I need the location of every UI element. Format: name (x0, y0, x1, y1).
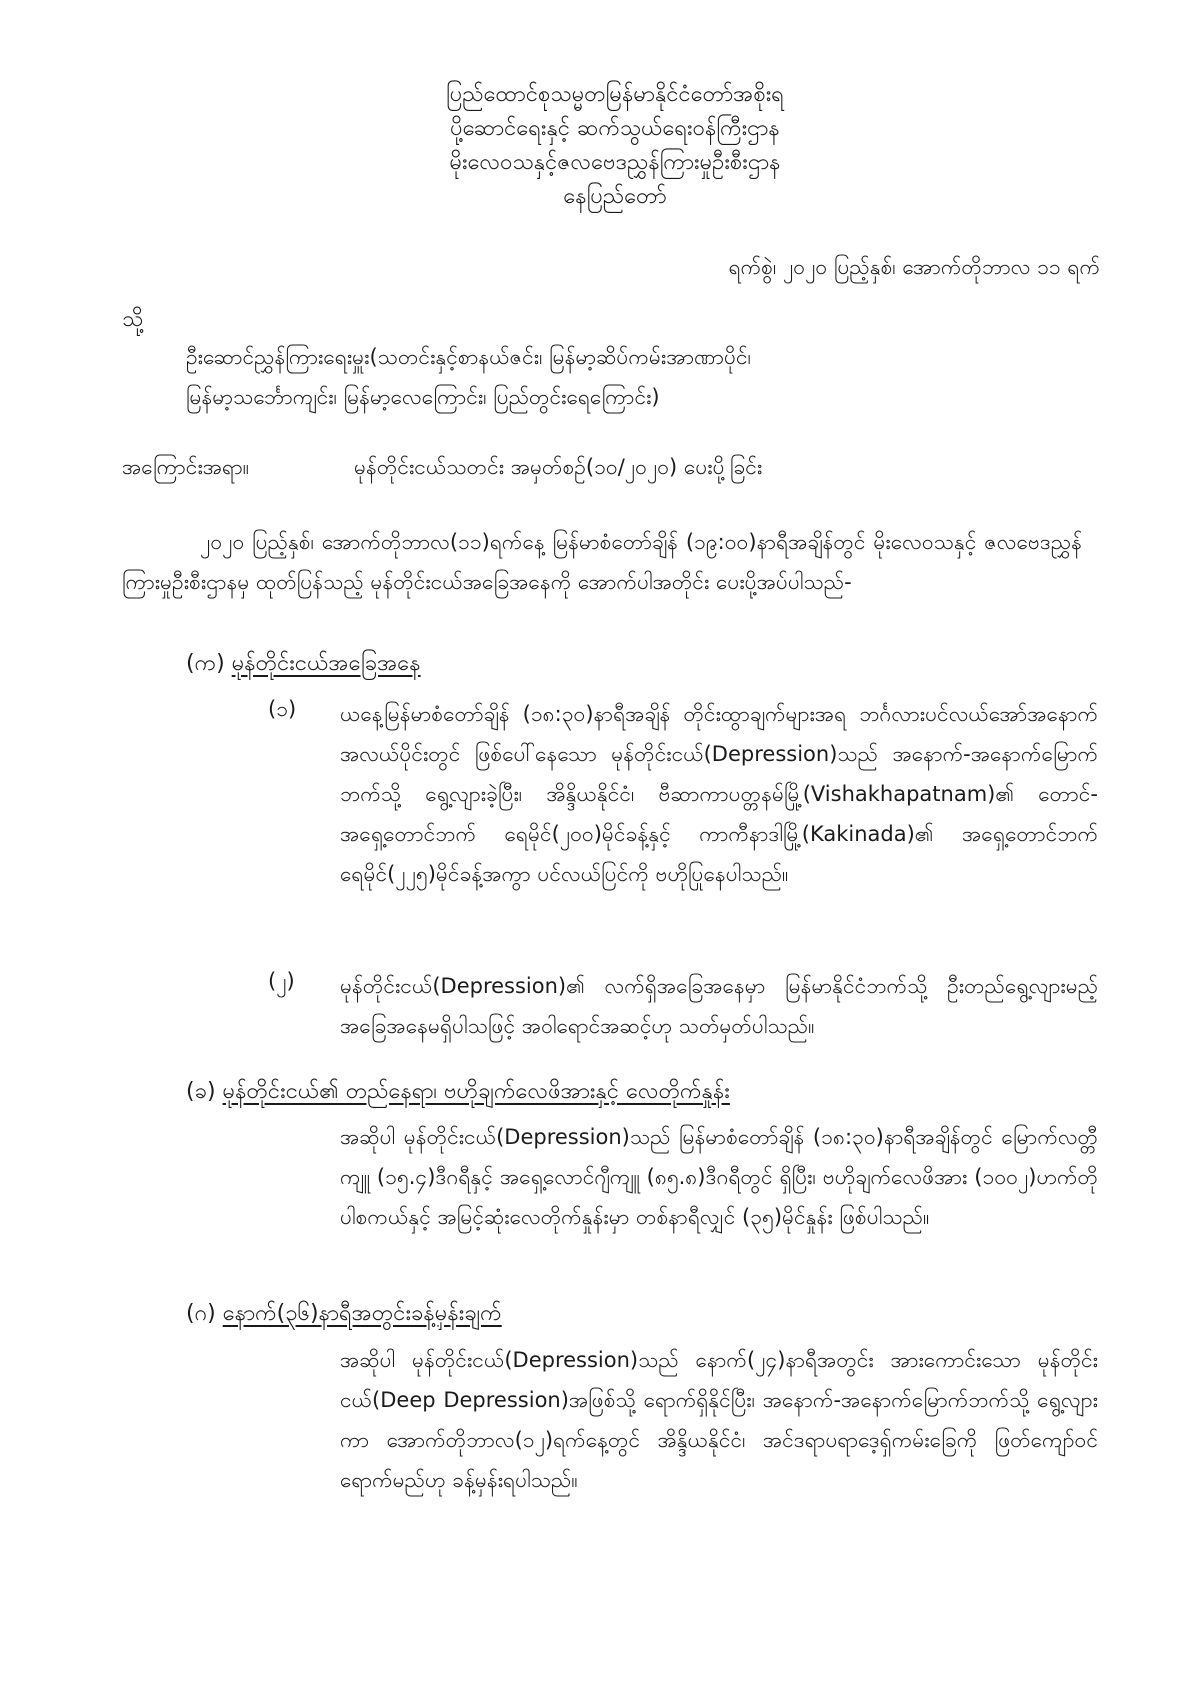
section-label: (ဂ) (186, 1301, 216, 1326)
item-number: (၂) (268, 969, 295, 993)
department-name: မိုးလေဝသနှင့်ဇလဗေဒညွှန်ကြားမှုဦးစီးဌာန (449, 150, 781, 175)
section-heading (186, 647, 421, 680)
list-item (268, 966, 1098, 1046)
section-label: (ခ) (186, 1079, 216, 1104)
to-label: သို့ (122, 307, 144, 332)
subject-label: အကြောင်းအရာ။ (122, 455, 250, 479)
subject-text: မုန်တိုင်းငယ်သတင်း အမှတ်စဉ်(၁၀/၂၀၂၀) ပေးပို့ခြင်း (354, 455, 763, 479)
item-number: (၁) (268, 697, 297, 721)
section-paragraph: အဆိုပါ မုန်တိုင်းငယ်(Depression)သည် နောက်(၂၄)နာရီအတွင်း အားကောင်းသော မုန်တိုင်းငယ်(Deep Depression)အဖြစ်သို့ ရောက်ရှိနိုင်ပြီး၊ အနောက်-အနောက်မြောက်ဘက်သို့ ရွေ့လျားကာ အောက်တိုဘာလ(၁၂)ရက်နေ့တွင် အိန္ဒိယနိုင်ငံ၊ အင်ဒရာပရာဒေ့ရှ်ကမ်းခြေကို ဖြတ်ကျော်ဝင်ရောက်မည်ဟု ခန့်မှန်းရပါသည်။ (340, 1348, 1098, 1492)
ministry-name: ပို့ဆောင်ရေးနှင့် ဆက်သွယ်ရေးဝန်ကြီးဌာန (450, 116, 780, 141)
document-date: ရက်စွဲ၊ ၂၀၂၀ ပြည့်နှစ်၊ အောက်တိုဘာလ ၁၁ ရက် (728, 255, 1100, 279)
section-title: မုန်တိုင်းငယ်အခြေအနေ (231, 651, 421, 676)
recipient-line: ဦးဆောင်ညွှန်ကြားရေးမှူး(သတင်းနှင့်စာနယ်ဇင်း၊ မြန်မာ့ဆိပ်ကမ်းအာဏာပိုင်၊ (186, 345, 751, 369)
section-title: နောက်(၃၆)နာရီအတွင်းခန့်မှန်းချက် (222, 1301, 502, 1326)
city-name: နေပြည်တော် (563, 184, 667, 209)
section-label: (က) (186, 651, 225, 676)
intro-paragraph: ၂၀၂၀ ပြည့်နှစ်၊ အောက်တိုဘာလ(၁၁)ရက်နေ့ မြန်မာစံတော်ချိန် (၁၉:၀၀)နာရီအချိန်တွင် မိုးလေဝသနှင့် ဇလဗေဒညွှန်ကြားမှုဦးစီးဌာနမှ ထုတ်ပြန်သည့် မုန်တိုင်းငယ်အခြေအနေကို အောက်ပါအတိုင်း ပေးပို့အပ်ပါသည်- (122, 530, 1082, 594)
section-paragraph: အဆိုပါ မုန်တိုင်းငယ်(Depression)သည် မြန်မာစံတော်ချိန် (၁၈:၃၀)နာရီအချိန်တွင် မြောက်လတ္တီကျူ (၁၅.၄)ဒီဂရီနှင့် အရှေ့လောင်ဂျီကျူ (၈၅.၈)ဒီဂရီတွင် ရှိပြီး၊ ဗဟိုချက်လေဖိအား (၁၀၀၂)ဟက်တိုပါစကယ်နှင့် အမြင့်ဆုံးလေတိုက်နှုန်းမှာ တစ်နာရီလျှင် (၃၅)မိုင်နှုန်း ဖြစ်ပါသည်။ (340, 1125, 1098, 1229)
item-text: ယနေ့မြန်မာစံတော်ချိန် (၁၈:၃၀)နာရီအချိန် တိုင်းထွာချက်များအရ ဘင်္ဂလားပင်လယ်အော်အနောက်အလယ်ပိုင်းတွင် ဖြစ်ပေါ်နေသော မုန်တိုင်းငယ်(Depression)သည် အနောက်-အနောက်မြောက်ဘက်သို့ ရွေ့လျားခဲ့ပြီး၊ အိန္ဒိယနိုင်ငံ၊ ဗီဆာကာပတ္တနမ်မြို့(Vishakhapatnam)၏ တောင်-အရှေ့တောင်ဘက် ရေမိုင်(၂၀၀)မိုင်ခန့်နှင့် ကာကီနာဒါမြို့(Kakinada)၏ အရှေ့တောင်ဘက် ရေမိုင်(၂၂၅)မိုင်ခန့်အကွာ ပင်လယ်ပြင်ကို ဗဟိုပြုနေပါသည်။ (340, 702, 1098, 886)
item-text: မုန်တိုင်းငယ်(Depression)၏ လက်ရှိအခြေအနေမှာ မြန်မာနိုင်ငံဘက်သို့ ဦးတည်ရွေ့လျားမည့် အခြေအနေမရှိပါသဖြင့် အဝါရောင်အဆင့်ဟု သတ်မှတ်ပါသည်။ (340, 974, 1098, 1038)
subject-line (122, 452, 1102, 484)
section-heading (186, 1297, 502, 1330)
government-name: ပြည်ထောင်စုသမ္မတမြန်မာနိုင်ငံတော်အစိုးရ (446, 82, 784, 107)
section-title: မုန်တိုင်းငယ်၏ တည်နေရာ၊ ဗဟိုချက်လေဖိအားနှင့် လေတိုက်နှုန်း (222, 1079, 730, 1104)
letterhead (0, 78, 1200, 214)
recipient-line: မြန်မာ့သင်္ဘောကျင်း၊ မြန်မာ့လေကြောင်း၊ ပြည်တွင်းရေကြောင်း) (186, 385, 660, 409)
section-heading (186, 1075, 730, 1108)
recipient-block (186, 337, 1086, 417)
list-item (268, 694, 1098, 934)
